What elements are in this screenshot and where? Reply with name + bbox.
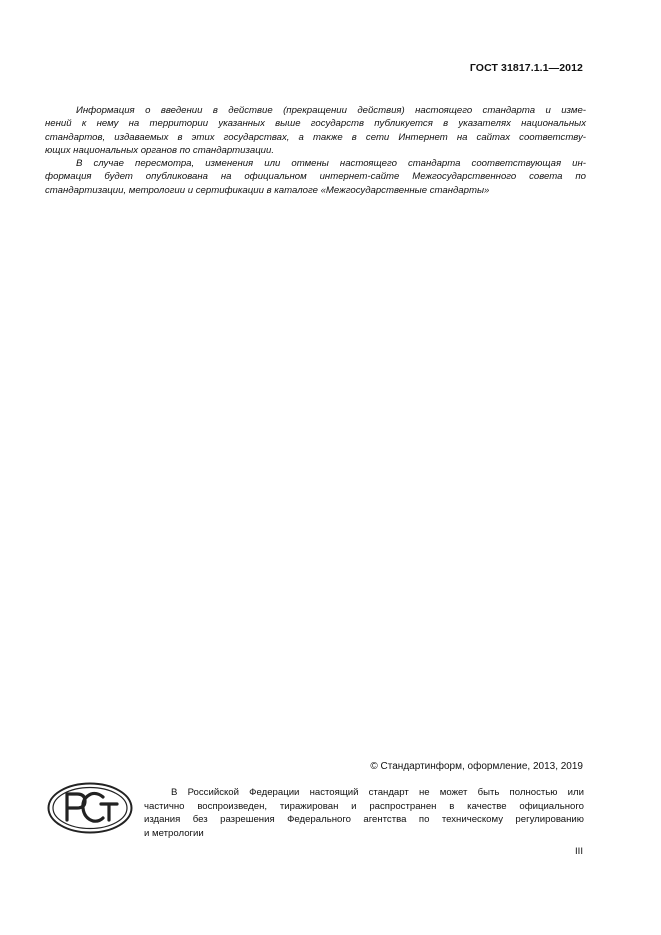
intro-text-block (45, 104, 586, 197)
copyright-line: © Стандартинформ, оформление, 2013, 2019 (370, 761, 583, 772)
emblem-hidden-text: РСТ (90, 812, 92, 813)
document-code: ГОСТ 31817.1.1—2012 (469, 62, 583, 74)
notice-line-1: В Российской Федерации настоящий стандарт не может быть полностью или (171, 787, 584, 798)
intro-p1-line-3: стандартов, издаваемых в этих государствах, а также в сети Интернет на сайтах соответству- (45, 131, 586, 143)
notice-line-3: издания без разрешения Федерального агентства по техническому регулированию (144, 814, 584, 826)
rst-certification-mark-icon (47, 782, 133, 834)
intro-p1-line-1: Информация о введении в действие (прекращении действия) настоящего стандарта и изме- (76, 105, 586, 116)
page-number: III (575, 846, 583, 857)
intro-p1-line-2: нений к нему на территории указанных выше государств публикуется в указателях национальных (45, 118, 586, 130)
intro-p2-line-2: формация будет опубликована на официальном интернет-сайте Межгосударственного совета по (45, 171, 586, 183)
intro-p1-line-4: ющих национальных органов по стандартизации. (45, 144, 275, 156)
intro-p2-line-1: В случае пересмотра, изменения или отмены настоящего стандарта соответствующая ин- (76, 158, 586, 170)
intro-paragraph-2 (45, 157, 586, 197)
intro-p2-line-3: стандартизации, метрологии и сертификации в каталоге «Межгосударственные стандарты» (45, 184, 490, 196)
copyright-notice (144, 786, 584, 840)
notice-line-2: частично воспроизведен, тиражирован и распространен в качестве официального (144, 800, 584, 812)
notice-line-4: и метрологии (144, 827, 204, 839)
intro-paragraph-1 (45, 104, 586, 157)
